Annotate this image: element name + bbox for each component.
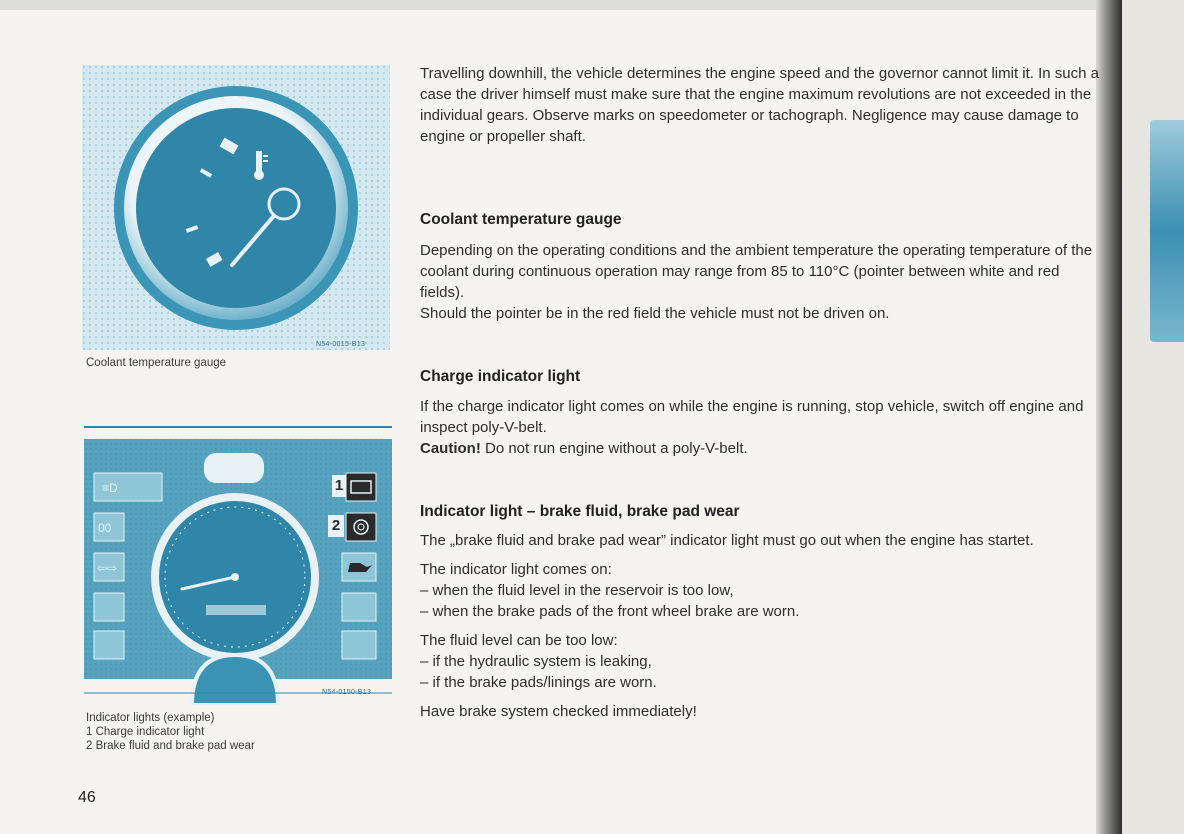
callout-1-label: 1 bbox=[332, 475, 346, 497]
figure-code: N54-0015-B13 bbox=[316, 341, 366, 348]
list-intro: The fluid level can be too low: bbox=[420, 632, 618, 649]
svg-text:≡D: ≡D bbox=[102, 481, 118, 495]
list-item: – when the brake pads of the front wheel brake are worn. bbox=[420, 603, 800, 620]
adjacent-page-edge bbox=[1122, 0, 1184, 834]
brake-section-body bbox=[420, 530, 1100, 722]
body-text: If the charge indicator light comes on while the engine is running, stop vehicle, switch off engine and inspect poly-V-belt. bbox=[420, 398, 1084, 436]
figure-caption: Coolant temperature gauge bbox=[86, 357, 227, 369]
svg-text:00: 00 bbox=[98, 521, 112, 535]
page-number: 46 bbox=[78, 789, 96, 806]
indicator-lights-figure bbox=[84, 417, 392, 705]
body-text: Have brake system checked immediately! bbox=[420, 703, 697, 720]
body-text: The „brake fluid and brake pad wear” indicator light must go out when the engine has startet. bbox=[420, 532, 1034, 549]
adjacent-figure-fragment bbox=[1150, 120, 1184, 342]
instrument-cluster-illustration bbox=[84, 417, 392, 705]
list-item: – if the hydraulic system is leaking, bbox=[420, 653, 652, 670]
section-heading: Indicator light – brake fluid, brake pad wear bbox=[420, 503, 740, 520]
caution-text: Do not run engine without a poly-V-belt. bbox=[480, 440, 748, 457]
figure-caption-title: Indicator lights (example) bbox=[86, 712, 215, 724]
svg-text:⇦⇨: ⇦⇨ bbox=[97, 561, 118, 575]
coolant-gauge-figure bbox=[82, 65, 390, 350]
figure-code: N54-0150-B13 bbox=[322, 689, 372, 696]
figure-caption-item: 2 Brake fluid and brake pad wear bbox=[86, 740, 255, 752]
list-intro: The indicator light comes on: bbox=[420, 561, 612, 578]
callout-2-label: 2 bbox=[328, 515, 344, 537]
coolant-section-body bbox=[420, 240, 1100, 324]
body-text: Travelling downhill, the vehicle determines the engine speed and the governor cannot limit it. In such a case the driver himself must make sure that the engine maximum revolutions are not exceeded in the individual gears. Observe marks on speedometer or tachograph. Negligence may cause damage to engine or propeller shaft. bbox=[420, 65, 1100, 145]
scan-top-band bbox=[0, 0, 1184, 10]
charge-section-body bbox=[420, 396, 1100, 459]
body-text: Should the pointer be in the red field the vehicle must not be driven on. bbox=[420, 305, 890, 322]
list-item: – when the fluid level in the reservoir is too low, bbox=[420, 582, 734, 599]
temperature-gauge-icon bbox=[82, 65, 390, 350]
body-text: Depending on the operating conditions and the ambient temperature the operating temperature of the coolant during continuous operation may range from 85 to 110°C (pointer between white and red fields). bbox=[420, 242, 1093, 301]
intro-paragraph bbox=[420, 63, 1100, 147]
section-heading: Coolant temperature gauge bbox=[420, 211, 622, 228]
section-heading: Charge indicator light bbox=[420, 368, 581, 385]
adjacent-caption-fragment bbox=[1152, 348, 1155, 372]
caution-label: Caution! bbox=[420, 440, 481, 457]
figure-caption-item: 1 Charge indicator light bbox=[86, 726, 205, 738]
caution-line bbox=[420, 438, 1100, 459]
list-item: – if the brake pads/linings are worn. bbox=[420, 674, 657, 691]
